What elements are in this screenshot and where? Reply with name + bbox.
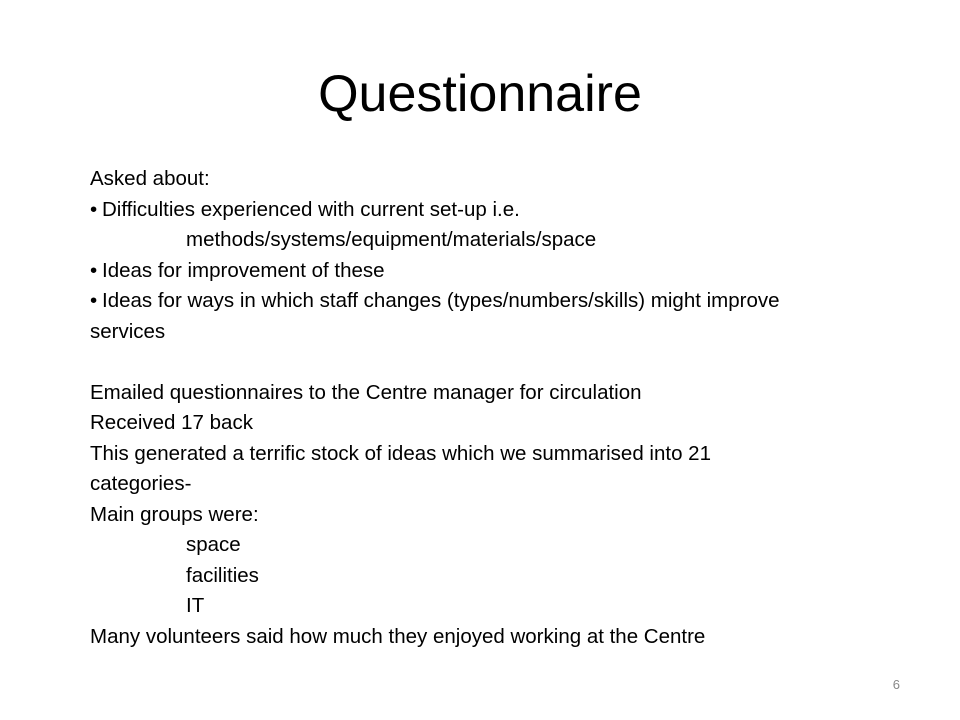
bullet-icon: • [90, 197, 98, 221]
bullet-text: Difficulties experienced with current set-up i.e. [102, 197, 520, 221]
closing-line: Many volunteers said how much they enjoyed working at the Centre [90, 624, 706, 648]
paragraph-line: Received 17 back [90, 411, 253, 434]
bullet-item [90, 286, 930, 317]
group-item-it: IT [186, 594, 205, 617]
bullet-icon: • [90, 289, 98, 312]
bullet-continuation: services [90, 319, 166, 343]
slide-title: Questionnaire [318, 65, 642, 123]
paragraph-line: Main groups were: [90, 502, 259, 526]
bullet-item [90, 256, 930, 287]
paragraph-line: categories- [90, 472, 192, 495]
slide-body [90, 164, 930, 652]
paragraph-line: This generated a terrific stock of ideas which we summarised into 21 [90, 441, 711, 465]
page-number: 6 [892, 677, 900, 692]
bullet-icon: • [90, 258, 98, 282]
spacer [90, 347, 930, 378]
bullet-continuation: methods/systems/equipment/materials/space [186, 228, 597, 251]
paragraph-line: Emailed questionnaires to the Centre manager for circulation [90, 380, 642, 404]
asked-about-label: Asked about: [90, 167, 210, 190]
bullet-item [90, 195, 930, 226]
bullet-text: Ideas for ways in which staff changes (types/numbers/skills) might improve [102, 289, 780, 312]
group-item-space: space [186, 533, 241, 556]
bullet-text: Ideas for improvement of these [102, 258, 385, 282]
group-item-facilities: facilities [186, 563, 259, 587]
